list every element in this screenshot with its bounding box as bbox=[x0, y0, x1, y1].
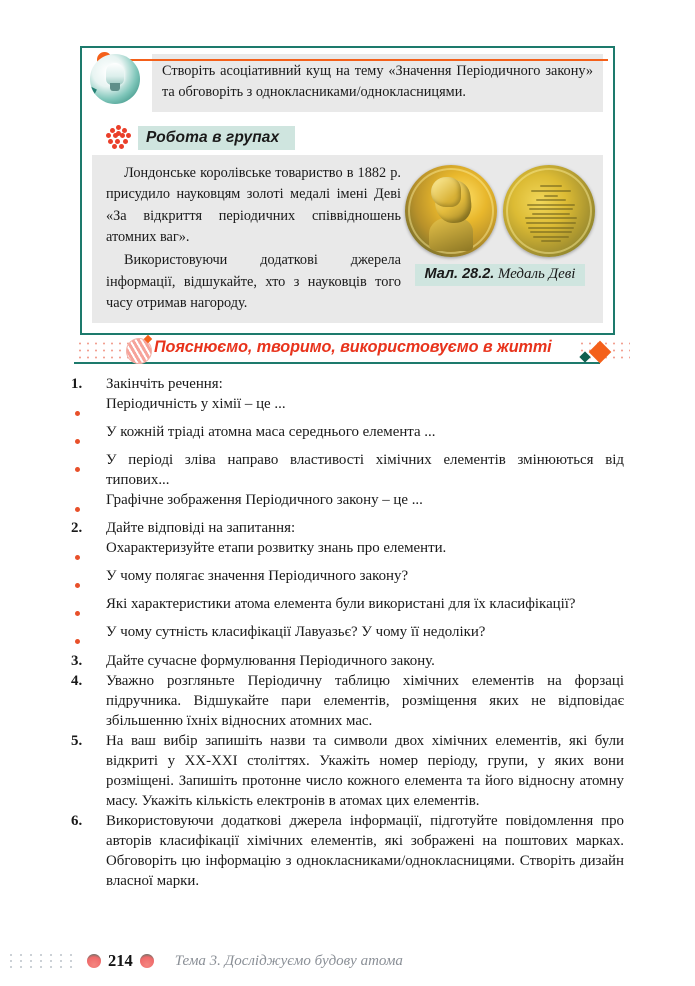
figure-caption-text: Медаль Деві bbox=[497, 265, 576, 282]
page-footer bbox=[0, 944, 695, 978]
exercise-text: Які характеристики атома елемента були використані для їх класифікації? bbox=[106, 596, 576, 613]
exercise-item bbox=[68, 731, 624, 811]
footer-circle-left-icon bbox=[87, 954, 101, 968]
exercise-bullet-icon bbox=[68, 394, 106, 422]
page-number: 214 bbox=[108, 951, 133, 970]
exercise-item bbox=[68, 811, 624, 891]
figure-caption bbox=[415, 264, 586, 286]
exercise-subitem bbox=[68, 422, 624, 450]
exercise-bullet-icon bbox=[68, 450, 106, 478]
medal-obverse-portrait-image bbox=[405, 165, 497, 257]
banner-underline-rule bbox=[74, 362, 600, 364]
exercise-text: Використовуючи додаткові джерела інформації, підготуйте повідомлення про авторів класифікації хімічних елементів, які зображені на поштових марках. Обговоріть цю інформацію з однокласниками/однокласницями. Створіть дизайн власної марки. bbox=[106, 812, 624, 890]
figure-column bbox=[405, 161, 595, 286]
orange-divider-rule bbox=[110, 59, 608, 61]
figure-caption-number: Мал. 28.2. bbox=[424, 265, 495, 282]
exercise-subitem bbox=[68, 538, 624, 566]
section-banner bbox=[70, 336, 630, 370]
footer-circle-right-icon bbox=[140, 954, 154, 968]
exercise-item bbox=[68, 518, 624, 538]
exercise-text: У кожній тріаді атомна маса середнього елемента ... bbox=[106, 424, 436, 441]
exercise-number: 3. bbox=[71, 652, 83, 669]
group-work-paragraphs bbox=[100, 161, 405, 315]
exercise-text: Графічне зображення Періодичного закону – це ... bbox=[106, 492, 423, 509]
group-work-title: Робота в групах bbox=[138, 126, 295, 150]
exercise-number: 2. bbox=[71, 520, 83, 537]
exercise-text: У чому полягає значення Періодичного закону? bbox=[106, 568, 409, 585]
exercise-number: 6. bbox=[71, 812, 83, 829]
exercise-bullet-icon bbox=[68, 594, 106, 622]
exercise-text: Дайте відповіді на запитання: bbox=[106, 520, 296, 537]
exercise-item bbox=[68, 671, 624, 731]
exercise-bullet-icon bbox=[68, 422, 106, 450]
exercise-item bbox=[68, 651, 624, 671]
exercise-number: 4. bbox=[71, 672, 83, 689]
task-callout-text: Створіть асоціативний кущ на тему «Значення Періодичного закону» та обговоріть з однокласниками/однокласницями. bbox=[152, 54, 603, 112]
exercise-list bbox=[68, 374, 624, 891]
medal-images bbox=[405, 165, 595, 257]
exercise-text: Періодичність у хімії – це ... bbox=[106, 396, 286, 413]
molecule-dots-icon bbox=[106, 125, 132, 151]
exercise-subitem bbox=[68, 394, 624, 422]
section-banner-title: Пояснюємо, творимо, використовуємо в житті bbox=[154, 338, 552, 356]
footer-dots-decoration bbox=[6, 952, 80, 970]
exercise-text: У чому сутність класифікації Лавуазьє? У чому її недоліки? bbox=[106, 624, 486, 641]
group-work-paragraph-2: Використовуючи додаткові джерела інформації, відшукайте, хто з науковців того часу отримав нагороду. bbox=[106, 252, 401, 312]
exercise-subitem bbox=[68, 490, 624, 518]
exercise-text: На ваш вибір запишіть назви та символи двох хімічних елементів, які були відкриті у XX-XXI століттях. Укажіть номер періоду, групи, у яких вони розміщені. Запишіть протонне число кожного елемента та його відносну атомну масу. Укажіть кількість електронів в атомах цих елементів. bbox=[106, 732, 624, 809]
exercise-bullet-icon bbox=[68, 538, 106, 566]
group-work-header bbox=[106, 125, 605, 151]
lightbulb-icon bbox=[90, 54, 140, 104]
group-work-body bbox=[92, 155, 603, 323]
exercise-subitem bbox=[68, 566, 624, 594]
exercise-bullet-icon bbox=[68, 622, 106, 650]
exercise-text: Дайте сучасне формулювання Періодичного закону. bbox=[106, 652, 435, 669]
exercise-text: Уважно розгляньте Періодичну таблицю хімічних елементів на форзаці підручника. Відшукайте пари елементів, розміщення яких не відповідає збільшенню їхніх відносних атомних мас. bbox=[106, 672, 624, 729]
top-content-box bbox=[80, 46, 615, 335]
footer-theme-title: Тема 3. Досліджуємо будову атома bbox=[174, 952, 403, 969]
exercise-text: Закінчіть речення: bbox=[106, 376, 223, 392]
group-work-paragraph-1: Лондонське королівське товариство в 1882 р. присудило науковцям золоті медалі імені Деві «За відкриття періодичних співвідношень атомних ваг». bbox=[106, 164, 401, 246]
exercise-text: У періоді зліва направо властивості хімічних елементів змінюються від типових... bbox=[106, 452, 624, 489]
exercise-number: 5. bbox=[71, 732, 83, 749]
exercise-subitem bbox=[68, 622, 624, 650]
exercise-number: 1. bbox=[71, 376, 83, 392]
exercise-subitem bbox=[68, 594, 624, 622]
exercise-item bbox=[68, 374, 624, 394]
exercise-text: Охарактеризуйте етапи розвитку знань про елементи. bbox=[106, 540, 447, 557]
exercise-bullet-icon bbox=[68, 490, 106, 518]
medal-reverse-inscription-image bbox=[503, 165, 595, 257]
exercise-bullet-icon bbox=[68, 566, 106, 594]
exercise-subitem bbox=[68, 450, 624, 490]
